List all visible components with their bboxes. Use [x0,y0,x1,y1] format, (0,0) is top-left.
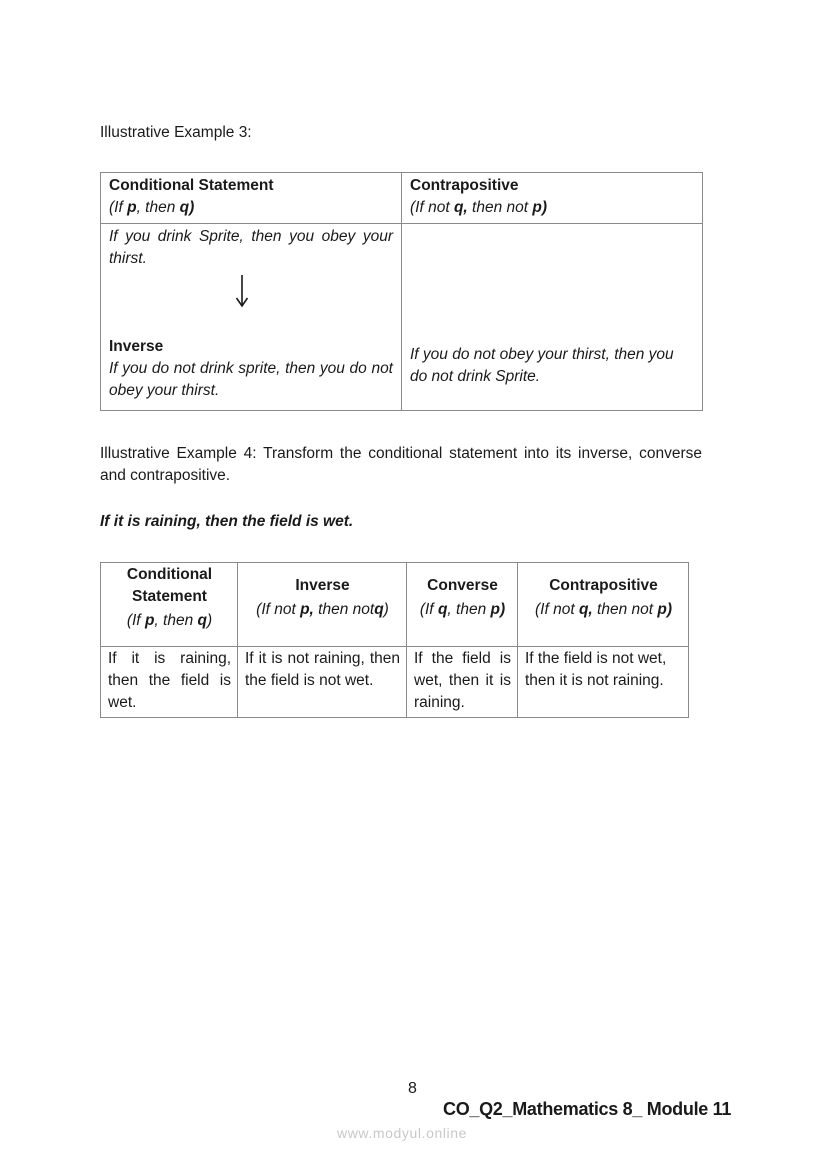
page-number: 8 [408,1080,417,1097]
contrapositive-form: (If not q, then not p) [410,199,547,216]
inverse-label: Inverse [109,338,164,355]
table-row [101,647,689,718]
down-arrow-icon [234,274,250,308]
header-conditional: Conditional Statement (If p, then q) [101,563,238,647]
example3-body-row [101,224,703,411]
cell-conditional: If it is raining, then the field is wet. [101,647,238,718]
contrapositive-header-cell [402,173,703,224]
watermark: www.modyul.online [337,1125,468,1141]
example3-heading: Illustrative Example 3: [100,124,252,141]
contrapositive-cell [402,224,703,411]
cell-converse: If the field is wet, then it is raining. [407,647,518,718]
conditional-header-cell [101,173,402,224]
example3-table [100,172,703,411]
inverse-text: If you do not drink sprite, then you do not obey your thirst. [109,360,393,399]
example4-table [100,562,689,718]
header-converse: Converse (If q, then p) [407,563,518,647]
header-contrapositive: Contrapositive (If not q, then not p) [518,563,689,647]
example4-instruction: Illustrative Example 4: Transform the conditional statement into its inverse, converse and contrapositive. [100,445,702,484]
module-footer: CO_Q2_Mathematics 8_ Module 11 [443,1099,732,1119]
header-inverse: Inverse (If not p, then notq) [238,563,407,647]
conditional-header: Conditional Statement [109,177,274,194]
example3-header-row [101,173,703,224]
contrapositive-header: Contrapositive [410,177,519,194]
cell-inverse: If it is not raining, then the field is not wet. [238,647,407,718]
example4-header-row [101,563,689,647]
conditional-inverse-cell [101,224,402,411]
contrapositive-text: If you do not obey your thirst, then you do not drink Sprite. [410,346,674,385]
conditional-form: (If p, then q) [109,199,195,216]
example4-statement: If it is raining, then the field is wet. [100,513,354,530]
conditional-text: If you drink Sprite, then you obey your thirst. [109,228,393,267]
cell-contrapositive: If the field is not wet, then it is not raining. [518,647,689,718]
